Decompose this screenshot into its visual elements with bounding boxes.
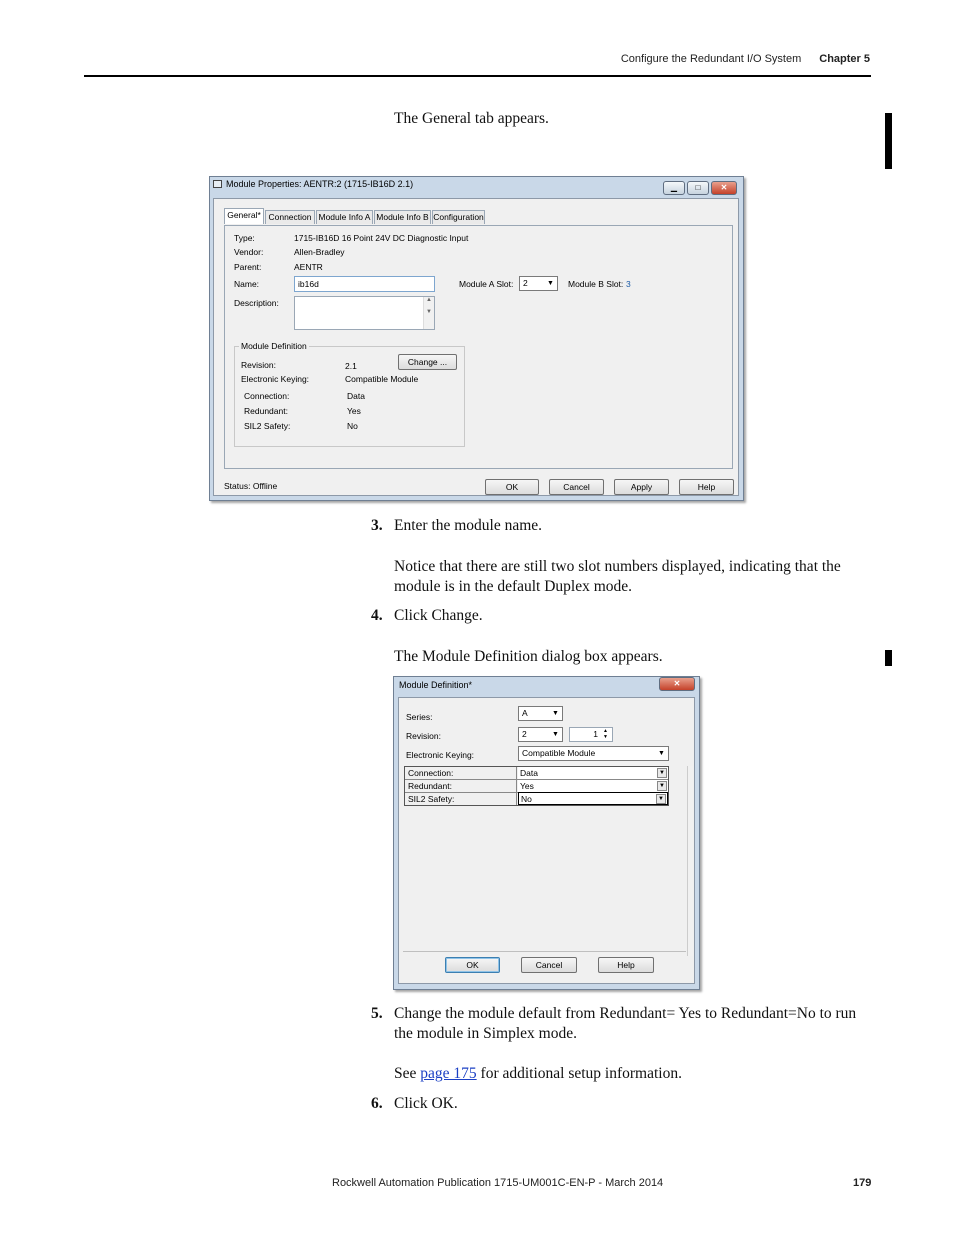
grid-label: SIL2 Safety: xyxy=(405,793,517,805)
type-label: Type: xyxy=(234,233,255,243)
redundant-label: Redundant: xyxy=(244,406,288,416)
tab-configuration[interactable]: Configuration xyxy=(433,212,484,222)
window-icon xyxy=(213,180,222,188)
module-properties-dialog xyxy=(209,176,744,501)
dialog-scrollbar[interactable] xyxy=(687,766,693,956)
chevron-down-icon: ▼ xyxy=(547,280,554,287)
grid-row-connection[interactable] xyxy=(405,767,668,780)
dialog-title: Module Definition* xyxy=(399,680,473,690)
tab-module-info-b[interactable]: Module Info B xyxy=(374,210,431,224)
tab-connection[interactable]: Connection xyxy=(265,210,315,224)
chevron-down-icon: ▼ xyxy=(658,750,665,757)
keying-select[interactable] xyxy=(518,746,669,761)
close-button[interactable]: ✕ xyxy=(659,677,695,691)
running-header xyxy=(621,53,870,65)
footer-publication: Rockwell Automation Publication 1715-UM001C-EN-P - March 2014 xyxy=(332,1177,664,1189)
redundant-value: Yes xyxy=(347,406,361,416)
step-4 xyxy=(371,606,866,626)
notice-text: Notice that there are still two slot numbers displayed, indicating that the module is in the default Duplex mode. xyxy=(394,558,841,595)
description-input[interactable] xyxy=(294,296,435,330)
page-link[interactable]: page 175 xyxy=(420,1065,477,1082)
keying-value: Compatible Module xyxy=(522,748,596,758)
connection-value: Data xyxy=(347,391,365,401)
step-3 xyxy=(371,516,866,536)
parent-value: AENTR xyxy=(294,262,323,272)
close-button[interactable]: ✕ xyxy=(711,181,737,195)
grid-value[interactable]: No ▼ xyxy=(518,792,668,805)
step-6 xyxy=(371,1094,866,1114)
vendor-label: Vendor: xyxy=(234,247,264,257)
grid-value[interactable]: Yes ▼ xyxy=(518,780,668,792)
general-tab-page xyxy=(224,225,733,469)
module-a-slot-select[interactable] xyxy=(519,276,558,291)
step-6-number: 6. xyxy=(371,1095,383,1112)
cancel-button[interactable]: Cancel xyxy=(549,479,604,495)
dialog-appears-text: The Module Definition dialog box appears. xyxy=(394,648,663,665)
definition-grid xyxy=(404,766,669,806)
sil2-label: SIL2 Safety: xyxy=(244,421,291,431)
step-3-text: Enter the module name. xyxy=(394,517,543,534)
maximize-button[interactable]: □ xyxy=(687,181,709,195)
chevron-down-icon[interactable]: ▼ xyxy=(657,768,667,778)
ok-button[interactable]: OK xyxy=(445,957,500,973)
step-5-text: Change the module default from Redundant= Yes to Redundant=No to run the module in Simplex mode. xyxy=(394,1005,857,1042)
revision-minor-value: 1 xyxy=(593,729,598,739)
revision-value: 2.1 xyxy=(345,361,357,371)
series-value: A xyxy=(522,708,528,718)
step-6-text: Click OK. xyxy=(394,1095,458,1112)
revision-label: Revision: xyxy=(241,360,276,370)
ok-button[interactable]: OK xyxy=(485,479,539,495)
spin-arrows-icon[interactable]: ▲ ▼ xyxy=(603,728,608,740)
chevron-down-icon: ▼ xyxy=(552,710,559,717)
description-scrollbar[interactable]: ▲ ▼ xyxy=(423,297,434,329)
module-b-slot-value: 3 xyxy=(626,279,631,289)
dialog-client xyxy=(213,198,739,496)
tab-module-info-a[interactable]: Module Info A xyxy=(316,210,373,224)
module-definition-dialog xyxy=(393,676,700,990)
change-button[interactable]: Change ... xyxy=(398,354,457,370)
grid-row-sil2-safety[interactable] xyxy=(405,793,668,806)
keying-label: Electronic Keying: xyxy=(241,374,310,384)
chevron-down-icon[interactable]: ▼ xyxy=(657,781,667,791)
revision-major-select[interactable] xyxy=(518,727,563,742)
tab-general[interactable]: General* xyxy=(224,208,264,224)
revision-major-value: 2 xyxy=(522,729,527,739)
change-bar xyxy=(885,113,892,169)
tab-strip xyxy=(224,210,524,226)
module-b-slot-label: Module B Slot: xyxy=(568,279,624,289)
parent-label: Parent: xyxy=(234,262,262,272)
step-4-number: 4. xyxy=(371,607,383,624)
chevron-down-icon[interactable]: ▼ xyxy=(656,794,666,804)
grid-label: Redundant: xyxy=(405,780,517,792)
connection-label: Connection: xyxy=(244,391,290,401)
grid-label: Connection: xyxy=(405,767,517,779)
separator xyxy=(403,951,686,952)
step-4-text: Click Change. xyxy=(394,607,483,624)
see-text: See page 175 for additional setup information. xyxy=(394,1065,682,1082)
apply-button[interactable]: Apply xyxy=(614,479,669,495)
keying-label: Electronic Keying: xyxy=(406,750,475,760)
intro-text: The General tab appears. xyxy=(394,110,549,127)
change-bar xyxy=(885,650,892,666)
help-button[interactable]: Help xyxy=(598,957,654,973)
status-text: Status: Offline xyxy=(224,481,278,491)
step-5 xyxy=(371,1004,866,1044)
sil2-value: No xyxy=(347,421,358,431)
revision-minor-stepper[interactable] xyxy=(569,727,613,742)
group-title: Module Definition xyxy=(241,341,307,351)
dialog-client xyxy=(398,697,695,984)
header-rule xyxy=(84,75,871,77)
step-5-number: 5. xyxy=(371,1005,383,1022)
revision-label: Revision: xyxy=(406,731,441,741)
description-label: Description: xyxy=(234,298,279,308)
name-input[interactable]: ib16d xyxy=(294,276,435,292)
page-number: 179 xyxy=(853,1177,872,1189)
name-label: Name: xyxy=(234,279,260,289)
step-3-number: 3. xyxy=(371,517,383,534)
module-definition-group xyxy=(234,341,465,447)
series-label: Series: xyxy=(406,712,433,722)
help-button[interactable]: Help xyxy=(679,479,734,495)
keying-value: Compatible Module xyxy=(345,374,419,384)
grid-value[interactable]: Data ▼ xyxy=(518,767,668,779)
chevron-down-icon: ▼ xyxy=(552,731,559,738)
header-chapter: Chapter 5 xyxy=(819,53,870,65)
type-value: 1715-IB16D 16 Point 24V DC Diagnostic Input xyxy=(294,233,469,243)
series-select[interactable] xyxy=(518,706,563,721)
minimize-button[interactable]: ▁ xyxy=(663,181,685,195)
module-a-slot-value: 2 xyxy=(523,278,528,288)
vendor-value: Allen-Bradley xyxy=(294,247,345,257)
module-a-slot-label: Module A Slot: xyxy=(459,279,514,289)
header-section: Configure the Redundant I/O System xyxy=(620,53,802,65)
dialog-title: Module Properties: AENTR:2 (1715-IB16D 2.1) xyxy=(213,179,413,189)
cancel-button[interactable]: Cancel xyxy=(521,957,577,973)
